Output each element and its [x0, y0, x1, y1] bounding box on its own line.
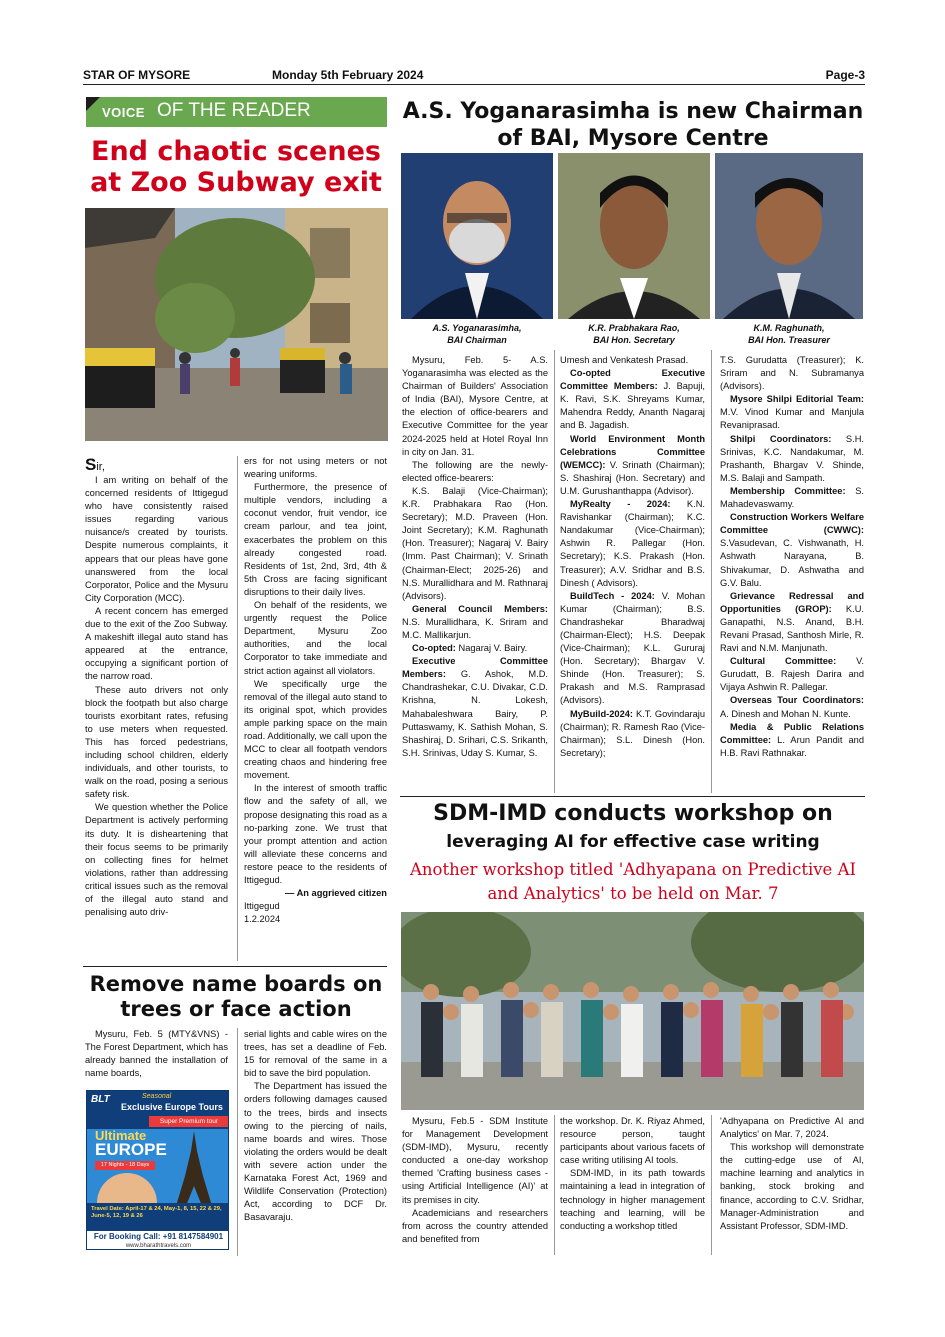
bai-headline-line1: A.S. Yoganarasimha is new Chairman	[402, 99, 864, 124]
bai-para	[720, 433, 864, 485]
caption-role: BAI Hon. Secretary	[593, 335, 675, 345]
ad-ultimate: Ultimate	[95, 1128, 147, 1143]
caption-secretary	[558, 322, 710, 346]
bai-rule-1	[554, 350, 555, 793]
trees-headline	[84, 972, 388, 1022]
bai-headline-line2: of BAI, Mysore Centre	[497, 126, 769, 151]
photo-chairman	[401, 153, 553, 319]
bai-rule-2	[711, 350, 712, 793]
zoo-place: Ittigegud	[244, 901, 280, 912]
trees-headline-line2: trees or face action	[120, 997, 352, 1021]
ad-booking[interactable]: For Booking Call: +91 8147584901	[93, 1232, 224, 1241]
zoo-para: On behalf of the residents, we urgently request the Police Department, Mysuru Zoo authorities, and the local Corporator to take immediate and strict action against all violators.	[244, 600, 387, 676]
zoo-para: These auto drivers not only block the footpath but also charge tourists exorbitant rates, refusing to use meters when requested. This has forced pedestrians, including school children, elderly individuals, and other tourists, to walk on the road, posing a serious safety risk.	[85, 684, 228, 800]
caption-chairman	[401, 322, 553, 346]
zoo-para: ers for not using meters or not wearing uniforms.	[244, 456, 387, 480]
bai-para-heading: Co-opted Executive Committee Members:	[560, 368, 705, 392]
trees-column-1	[85, 1028, 228, 1083]
bai-para-heading: Mysore Shilpi Editorial Team:	[730, 394, 864, 405]
zoo-column-rule	[237, 456, 238, 961]
bai-para	[560, 367, 705, 432]
bai-para-text: Nagaraj V. Bairy.	[455, 643, 528, 654]
bai-para	[720, 393, 864, 432]
zoo-column-1	[85, 458, 228, 958]
bai-column-2	[560, 354, 705, 794]
bai-para-text: S.Vasudevan, C. Vishwanath, H. Ashwath Narayana, B. Shivakumar, D. Ashwatha and G.V. Balu.	[720, 538, 864, 588]
bai-bottom-rule	[400, 796, 865, 797]
ad-travellers-image	[97, 1173, 157, 1203]
zoo-date: 1.2.2024	[244, 914, 281, 925]
bai-para-heading: World Environment Month Celebrations Committee (WEMCC):	[560, 433, 705, 470]
caption-name: K.M. Raghunath,	[753, 323, 825, 333]
trees-para: Mysuru, Feb. 5 (MTY&VNS) - The Forest Department, which has already banned the installation of name boards,	[85, 1029, 228, 1079]
banner-corner	[86, 97, 100, 111]
bai-para-text: K.T. Govindaraju (Chairman); R. Ramesh Rao (Vice-Chairman); S.L. Dinesh (Hon. Secretary);	[560, 708, 705, 758]
zoo-headline-line2: at Zoo Subway exit	[90, 167, 382, 198]
bai-para	[402, 655, 548, 760]
bai-para-text: K.N. Ravishankar (Chairman); K.C. Nandakumar (Vice-Chairman); Ashwin R. Pallegar (Hon. Secretary); K.S. Prakash (Hon. Treasurer); A.V. Sridhar and B.S. Dinesh ( Advisors).	[560, 499, 705, 588]
caption-name: K.R. Prabhakara Rao,	[588, 323, 680, 333]
ad-ribbon: Super Premium tour	[149, 1116, 229, 1127]
ad-website[interactable]: www.bharathtravels.com	[125, 1243, 192, 1249]
bai-para-heading: Construction Workers Welfare Committee (CWWC):	[720, 512, 864, 536]
sdm-para: This workshop will demonstrate the cutting-edge use of AI, machine learning and analytics in banking, stock broking and finance, according to C.V. Sridhar, Manager-Administration and Assistant Professor, SDM-IMD.	[720, 1142, 864, 1231]
ad-europe: EUROPE	[95, 1140, 167, 1159]
trees-headline-line1: Remove name boards on	[89, 972, 383, 996]
bai-para-text: Umesh and Venkatesh Prasad.	[560, 355, 689, 365]
zoo-para: I am writing on behalf of the concerned residents of Ittigegud who have consistently raised issues regarding various nuisance/s created by tourists. Despite numerous complaints, it appears that our pleas have gone unanswered from the local Corporator, Police and the Mysuru City Corporation (MCC).	[85, 475, 228, 603]
sdm-para: Academicians and researchers from across the country attended and benefited from	[402, 1207, 548, 1244]
sdm-column-1	[402, 1115, 548, 1255]
bai-para	[720, 485, 864, 511]
bai-para-text: G. Ashok, M.D. Chandrashekar, C.U. Divakar, C.D. Krishna, N. Lokesh, Mahabaleshwara Bairy, P. Puttaswamy, K. Sathish Mohan, S. Shashiraj, D. Srihari, C.S. Srikanth, S.H. Srinivas, Uday S. Kumar, S.	[402, 669, 548, 758]
zoo-para: In the interest of smooth traffic flow and the safety of all, we propose designating this road as a no-parking zone. We trust that your prompt attention and action will alleviate these concerns and restore peace to the residents of Ittigegud.	[244, 783, 387, 885]
sdm-group-photo	[401, 912, 864, 1110]
bai-column-3	[720, 354, 864, 794]
bai-para-heading: Executive Committee Members:	[402, 656, 548, 680]
trees-para: serial lights and cable wires on the trees, has set a deadline of Feb. 15 for removal of the same in a bid to save the bird population.	[244, 1029, 387, 1079]
bai-para-text: V. Mohan Kumar (Chairman); B.S. Chandrashekar Bharadwaj (Chairman-Elect); H.S. Deepak (Vice-Chairman); K.L. Gururaj (Hon. Secretary); Bhargav V. Shinde (Hon. Treasurer); S. Prakash and M.S. Ramprasad (Advisors).	[560, 590, 705, 706]
bai-para-text: N.S. Murallidhara, K. Sriram and M.C. Mallikarjun.	[402, 616, 548, 640]
bai-para-heading: Grievance Redressal and Opportunities (GROP):	[720, 590, 864, 614]
bai-para-heading: General Council Members:	[412, 603, 548, 614]
bai-para-text: K.U. Ganapathi, N.S. Anand, B.H. Revani Prasad, Santhosh Mirle, R. Ravi and N.M. Manjunath.	[720, 603, 864, 654]
ad-title: Exclusive Europe Tours	[121, 1102, 223, 1112]
zoo-headline-line1: End chaotic scenes	[91, 136, 381, 167]
group-photo-image	[401, 912, 864, 1110]
trees-para: The Department has issued the orders following damages caused to the trees, birds and insects owing to the piercing of nails, name boards and wires. Those violating the orders would be dealt with severe action under the Karnataka Forest Act, 1969 and Wildlife Conservation (Protection) Act, according to DCF Dr. Basavaraju.	[244, 1081, 387, 1223]
bai-para	[560, 498, 705, 590]
bai-para	[720, 354, 864, 393]
bai-para-heading: Media & Public Relations Committee:	[720, 721, 864, 745]
bai-para	[720, 721, 864, 760]
bai-para-heading: BuildTech - 2024:	[570, 590, 655, 601]
bai-para-text: A. Dinesh and Mohan N. Kunte.	[720, 708, 851, 719]
ad-seasonal: Seasonal	[142, 1093, 172, 1100]
ad-travel-dates: Travel Date: April-17 & 24, May-1, 8, 15, 22 & 29, June-5, 12, 19 & 26	[87, 1203, 229, 1231]
bai-para	[720, 694, 864, 720]
portrait-image	[715, 153, 863, 319]
bai-para-text: S.H. Srinivas, K.C. Nandakumar, M. Prashanth, Bhargav V. Shinde, M.S. Balaji and Sampath.	[720, 433, 864, 483]
trees-column-rule	[237, 1028, 238, 1256]
dropcap: S	[85, 458, 97, 474]
bai-para-heading: Overseas Tour Coordinators:	[730, 695, 864, 706]
bai-para-text: M.V. Vinod Kumar and Manjula Revaniprasad.	[720, 407, 864, 431]
sdm-para: SDM-IMD, in its path towards maintaining a lead in integration of technology in higher management teaching and learning, will be conducting a workshop titled	[560, 1168, 705, 1231]
ad-brand: BLT	[91, 1094, 110, 1105]
paper-name: STAR OF MYSORE	[83, 68, 191, 82]
issue-date: Monday 5th February 2024	[272, 68, 424, 82]
bai-para	[402, 354, 548, 459]
ad-days: 17 Nights - 18 Days	[95, 1161, 155, 1170]
sdm-rule-2	[711, 1115, 712, 1255]
eiffel-tower-icon	[167, 1131, 222, 1206]
sdm-subhead-2: and Analytics' to be held on Mar. 7	[487, 884, 779, 903]
zoo-para: Furthermore, the presence of multiple vendors, including a coconut vendor, fruit vendor, ice cream parlour, and tea joint, exacerbates the problem on this already congested road. Residents of 1st, 2nd, 3rd, 4th & 5th Cross are facing significant disruptions to their daily lives.	[244, 482, 387, 597]
photo-treasurer	[715, 153, 863, 319]
bai-para-text: V. Gurudatt, B. Rajesh Darira and Vijaya Ashwin R. Pallegar.	[720, 656, 864, 693]
caption-name: A.S. Yoganarasimha,	[432, 323, 522, 333]
bai-para	[720, 590, 864, 655]
sdm-para: 'Adhyapana on Predictive AI and Analytics' on Mar. 7, 2024.	[720, 1116, 864, 1140]
header-rule	[83, 84, 865, 85]
salutation-text: ir,	[96, 461, 105, 473]
sdm-para: the workshop. Dr. K. Riyaz Ahmed, resource person, taught participants about various facets of case writing utilising AI tools.	[560, 1116, 705, 1166]
bai-para-text: L. Arun Pandit and H.B. Ravi Rathnakar.	[720, 734, 864, 758]
bai-para-text: T.S. Gurudatta (Treasurer); K. Sriram and N. Subramanya (Advisors).	[720, 355, 864, 392]
portrait-image	[401, 153, 553, 319]
zoo-subway-photo	[85, 208, 388, 441]
bai-para	[402, 603, 548, 642]
caption-role: BAI Chairman	[447, 335, 507, 345]
zoo-column-2	[244, 455, 387, 961]
sdm-column-2	[560, 1115, 705, 1255]
bai-para	[402, 642, 548, 655]
bai-para	[402, 459, 548, 485]
bai-para	[560, 433, 705, 498]
voice-rest: OF THE READER	[157, 100, 311, 121]
bai-para-heading: Shilpi Coordinators:	[730, 433, 832, 444]
sdm-subhead	[398, 858, 868, 906]
bai-para	[720, 655, 864, 694]
bai-para-text: S. Mahadevaswamy.	[720, 485, 864, 510]
bai-para-heading: MyBuild-2024:	[570, 708, 634, 719]
zoo-para: A recent concern has emerged due to the exit of the Zoo Subway. A makeshift illegal auto stand has appeared at the entrance, occupying a significant portion of the narrow road.	[85, 605, 228, 682]
bai-para	[560, 590, 705, 708]
europe-tour-ad[interactable]	[86, 1090, 229, 1250]
zoo-para: We question whether the Police Department is actively performing its duty. It is disheartening that their focus seems to be primarily on collecting fines for helmet violations, rather than addressing critical issues such as the removal of the illegal auto stand and penalising auto driv-	[85, 802, 228, 918]
bai-para	[560, 354, 705, 367]
page-number: Page-3	[825, 68, 865, 82]
bai-para-text: V. Srinath (Chairman); S. Shashiraj (Hon. Secretary) and U.M. Gurushanthappa (Advisor).	[560, 459, 705, 496]
zoo-para: We specifically urge the removal of the illegal auto stand to its original spot, which provides ample parking space on the main road. Additionally, we call upon the MCC to clear all footpath vendors creating chaos and hindering free movement.	[244, 678, 387, 781]
bai-column-1	[402, 354, 548, 794]
zoo-signoff: — An aggrieved citizen	[285, 888, 387, 899]
bai-headline	[398, 98, 868, 152]
bai-para-heading: Membership Committee:	[730, 485, 846, 496]
sdm-column-3	[720, 1115, 864, 1255]
zoo-headline	[84, 136, 388, 198]
ad-footer	[87, 1231, 229, 1250]
caption-role: BAI Hon. Treasurer	[748, 335, 830, 345]
sdm-headline-1: SDM-IMD conducts workshop on	[433, 801, 833, 826]
bai-para	[402, 485, 548, 603]
bai-para-text: The following are the newly-elected office-bearers:	[402, 459, 548, 483]
bai-para-heading: MyRealty - 2024:	[570, 499, 671, 510]
bai-para	[720, 511, 864, 590]
bai-para-heading: Cultural Committee:	[730, 656, 837, 667]
voice-banner	[86, 97, 387, 127]
zoo-bottom-rule	[83, 966, 387, 967]
bai-para-heading: Co-opted:	[412, 643, 456, 654]
sdm-rule-1	[554, 1115, 555, 1255]
bai-para-text: K.S. Balaji (Vice-Chairman); K.R. Prabhakara Rao (Hon. Secretary); M.D. Praveen (Hon. Joint Secretary); K.M. Raghunath (Hon. Treasurer); Nagaraj V. Bairy (Imm. Past Chairman); V. Srinath (Chairman-Elect; 2025-26) and N.S. Murallidhara and M. Rathnaraj (Advisors).	[402, 485, 548, 601]
bai-para-text: Mysuru, Feb. 5- A.S. Yoganarasimha was elected as the Chairman of Builders' Association of India (BAI), Mysore Centre, at the election of office-bearers and Executive Committee for the year 2024-2025 held at Hotel Royal Inn in city on Jan. 31.	[402, 355, 548, 457]
trees-column-2	[244, 1028, 387, 1256]
portrait-image	[558, 153, 710, 319]
zoo-salutation	[85, 458, 228, 474]
photo-secretary	[558, 153, 710, 319]
voice-tag: VOICE	[102, 105, 145, 120]
bai-para-text: J. Bapuji, K. Ravi, S.K. Shreyams Kumar, Mahendra Reddy, Ananth Nagaraj and B. Jagadish.	[560, 381, 705, 431]
sdm-subhead-1: Another workshop titled 'Adhyapana on Predictive AI	[409, 860, 856, 879]
bai-para	[560, 708, 705, 760]
caption-treasurer	[715, 322, 863, 346]
sdm-headline-2: leveraging AI for effective case writing	[446, 832, 820, 852]
sdm-para: Mysuru, Feb.5 - SDM Institute for Management Development (SDM-IMD), Mysuru, recently conducted a one-day workshop themed 'Crafting business cases - using Artificial Intelligence (AI)' at its premises in city.	[402, 1116, 548, 1205]
street-scene-image	[85, 208, 388, 441]
